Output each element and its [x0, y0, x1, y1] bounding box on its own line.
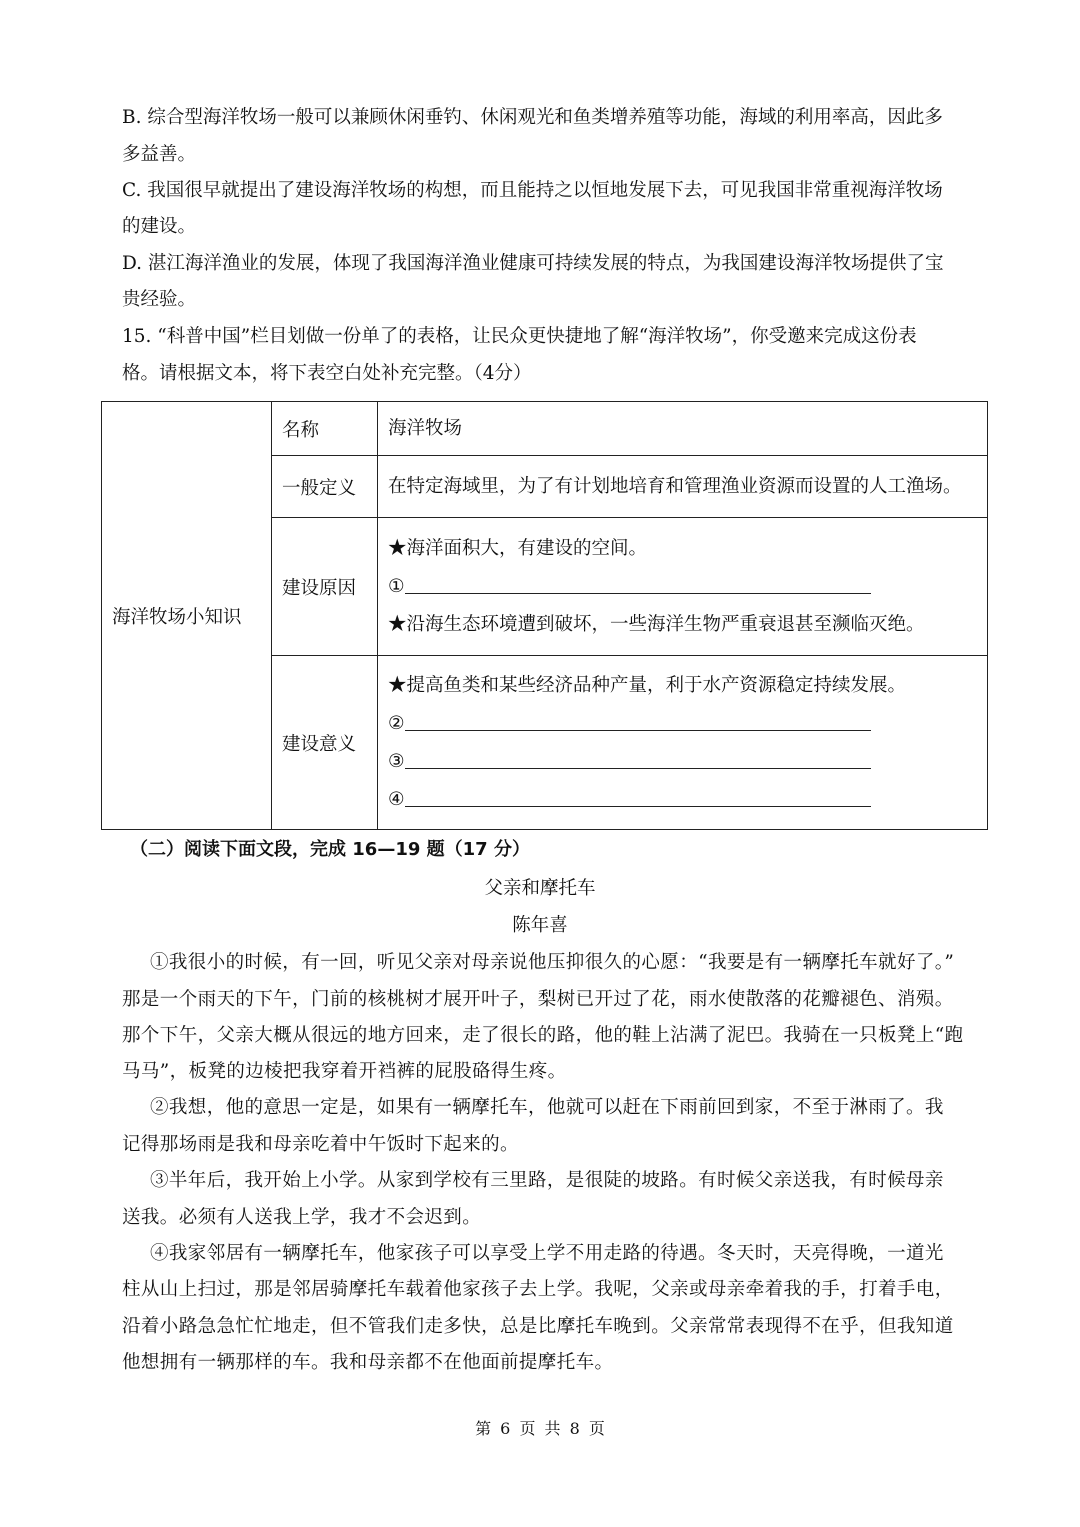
- question-15-line-1: 15. “科普中国”栏目划做一份单了的表格，让民众更快捷地了解“海洋牧场”，你受邀来完成这份表: [122, 326, 917, 347]
- article-author: 陈年喜: [512, 915, 568, 936]
- table-cell: [378, 402, 988, 456]
- table-row: [102, 402, 988, 456]
- blank-marker: ④: [388, 788, 405, 810]
- table-cell-text: ★沿海生态环境遭到破坏，一些海洋生物严重衰退甚至濒临灭绝。: [388, 613, 925, 635]
- answer-blank-2[interactable]: [405, 708, 871, 731]
- answer-blank-1[interactable]: [405, 571, 871, 594]
- passage-line: 马马”，板凳的边棱把我穿着开裆裤的屁股硌得生疼。: [122, 1061, 567, 1082]
- table-row-label: 建设意义: [272, 656, 378, 830]
- answer-blank-row: [388, 568, 977, 606]
- table-cell-text: 在特定海域里，为了有计划地培育和管理渔业资源而设置的人工渔场。: [388, 475, 962, 497]
- table-cell: [378, 518, 988, 656]
- blank-marker: ③: [388, 750, 405, 772]
- answer-blank-3[interactable]: [405, 746, 871, 769]
- table-cell-text: ★海洋面积大，有建设的空间。: [388, 537, 648, 559]
- answer-blank-row: [388, 781, 977, 819]
- option-c-line-2: 的建设。: [122, 216, 197, 237]
- passage-line: 记得那场雨是我和母亲吃着中午饭时下起来的。: [122, 1134, 519, 1155]
- blank-marker: ②: [388, 712, 405, 734]
- answer-blank-row: [388, 743, 977, 781]
- table-cell-text: 海洋牧场: [388, 417, 463, 439]
- table-cell: [378, 656, 988, 830]
- option-b-line-1: B. 综合型海洋牧场一般可以兼顾休闲垂钓、休闲观光和鱼类增养殖等功能，海域的利用率高，因此多: [122, 107, 943, 128]
- option-d-line-1: D. 湛江海洋渔业的发展，体现了我国海洋渔业健康可持续发展的特点，为我国建设海洋牧场提供了宝: [122, 253, 944, 274]
- option-c-line-1: C. 我国很早就提出了建设海洋牧场的构想，而且能持之以恒地发展下去，可见我国非常重视海洋牧场: [122, 180, 943, 201]
- passage-line: 柱从山上扫过，那是邻居骑摩托车载着他家孩子去上学。我呢，父亲或母亲牵着我的手，打着手电，: [122, 1279, 954, 1300]
- ocean-ranch-table: [101, 401, 988, 830]
- table-cell: [378, 456, 988, 518]
- answer-blank-row: [388, 705, 977, 743]
- option-d-line-2: 贵经验。: [122, 289, 197, 310]
- table-row-label: 建设原因: [272, 518, 378, 656]
- passage-line: 他想拥有一辆那样的车。我和母亲都不在他面前提摩托车。: [122, 1352, 614, 1373]
- passage-line: 那个下午，父亲大概从很远的地方回来，走了很长的路，他的鞋上沾满了泥巴。我骑在一只板凳上“跑: [122, 1025, 964, 1046]
- passage-line: ②我想，他的意思一定是，如果有一辆摩托车，他就可以赶在下雨前回到家，不至于淋雨了。我: [150, 1097, 944, 1118]
- section-heading: （二）阅读下面文段，完成 16—19 题（17 分）: [130, 839, 530, 860]
- passage-line: ④我家邻居有一辆摩托车，他家孩子可以享受上学不用走路的待遇。冬天时，天亮得晚，一道光: [150, 1243, 944, 1264]
- table-group-label: 海洋牧场小知识: [102, 402, 272, 830]
- question-15-line-2: 格。请根据文本，将下表空白处补充完整。（4分）: [122, 363, 532, 384]
- passage-line: ③半年后，我开始上小学。从家到学校有三里路，是很陡的坡路。有时候父亲送我，有时候母亲: [150, 1170, 944, 1191]
- passage-line: 送我。必须有人送我上学，我才不会迟到。: [122, 1207, 482, 1228]
- passage-line: ①我很小的时候，有一回，听见父亲对母亲说他压抑很久的心愿：“我要是有一辆摩托车就好了。”: [150, 952, 955, 973]
- article-title: 父亲和摩托车: [484, 878, 596, 899]
- answer-blank-4[interactable]: [405, 784, 871, 807]
- page-number: 第 6 页 共 8 页: [475, 1419, 605, 1438]
- passage-line: 那是一个雨天的下午，门前的核桃树才展开叶子，梨树已开过了花，雨水使散落的花瓣褪色、消殒。: [122, 989, 954, 1010]
- table-row-label: 一般定义: [272, 456, 378, 518]
- table-cell-text: ★提高鱼类和某些经济品种产量，利于水产资源稳定持续发展。: [388, 674, 907, 696]
- table-row-label: 名称: [272, 402, 378, 456]
- blank-marker: ①: [388, 575, 405, 597]
- option-b-line-2: 多益善。: [122, 144, 197, 165]
- passage-line: 沿着小路急急忙忙地走，但不管我们走多快，总是比摩托车晚到。父亲常常表现得不在乎，但我知道: [122, 1316, 954, 1337]
